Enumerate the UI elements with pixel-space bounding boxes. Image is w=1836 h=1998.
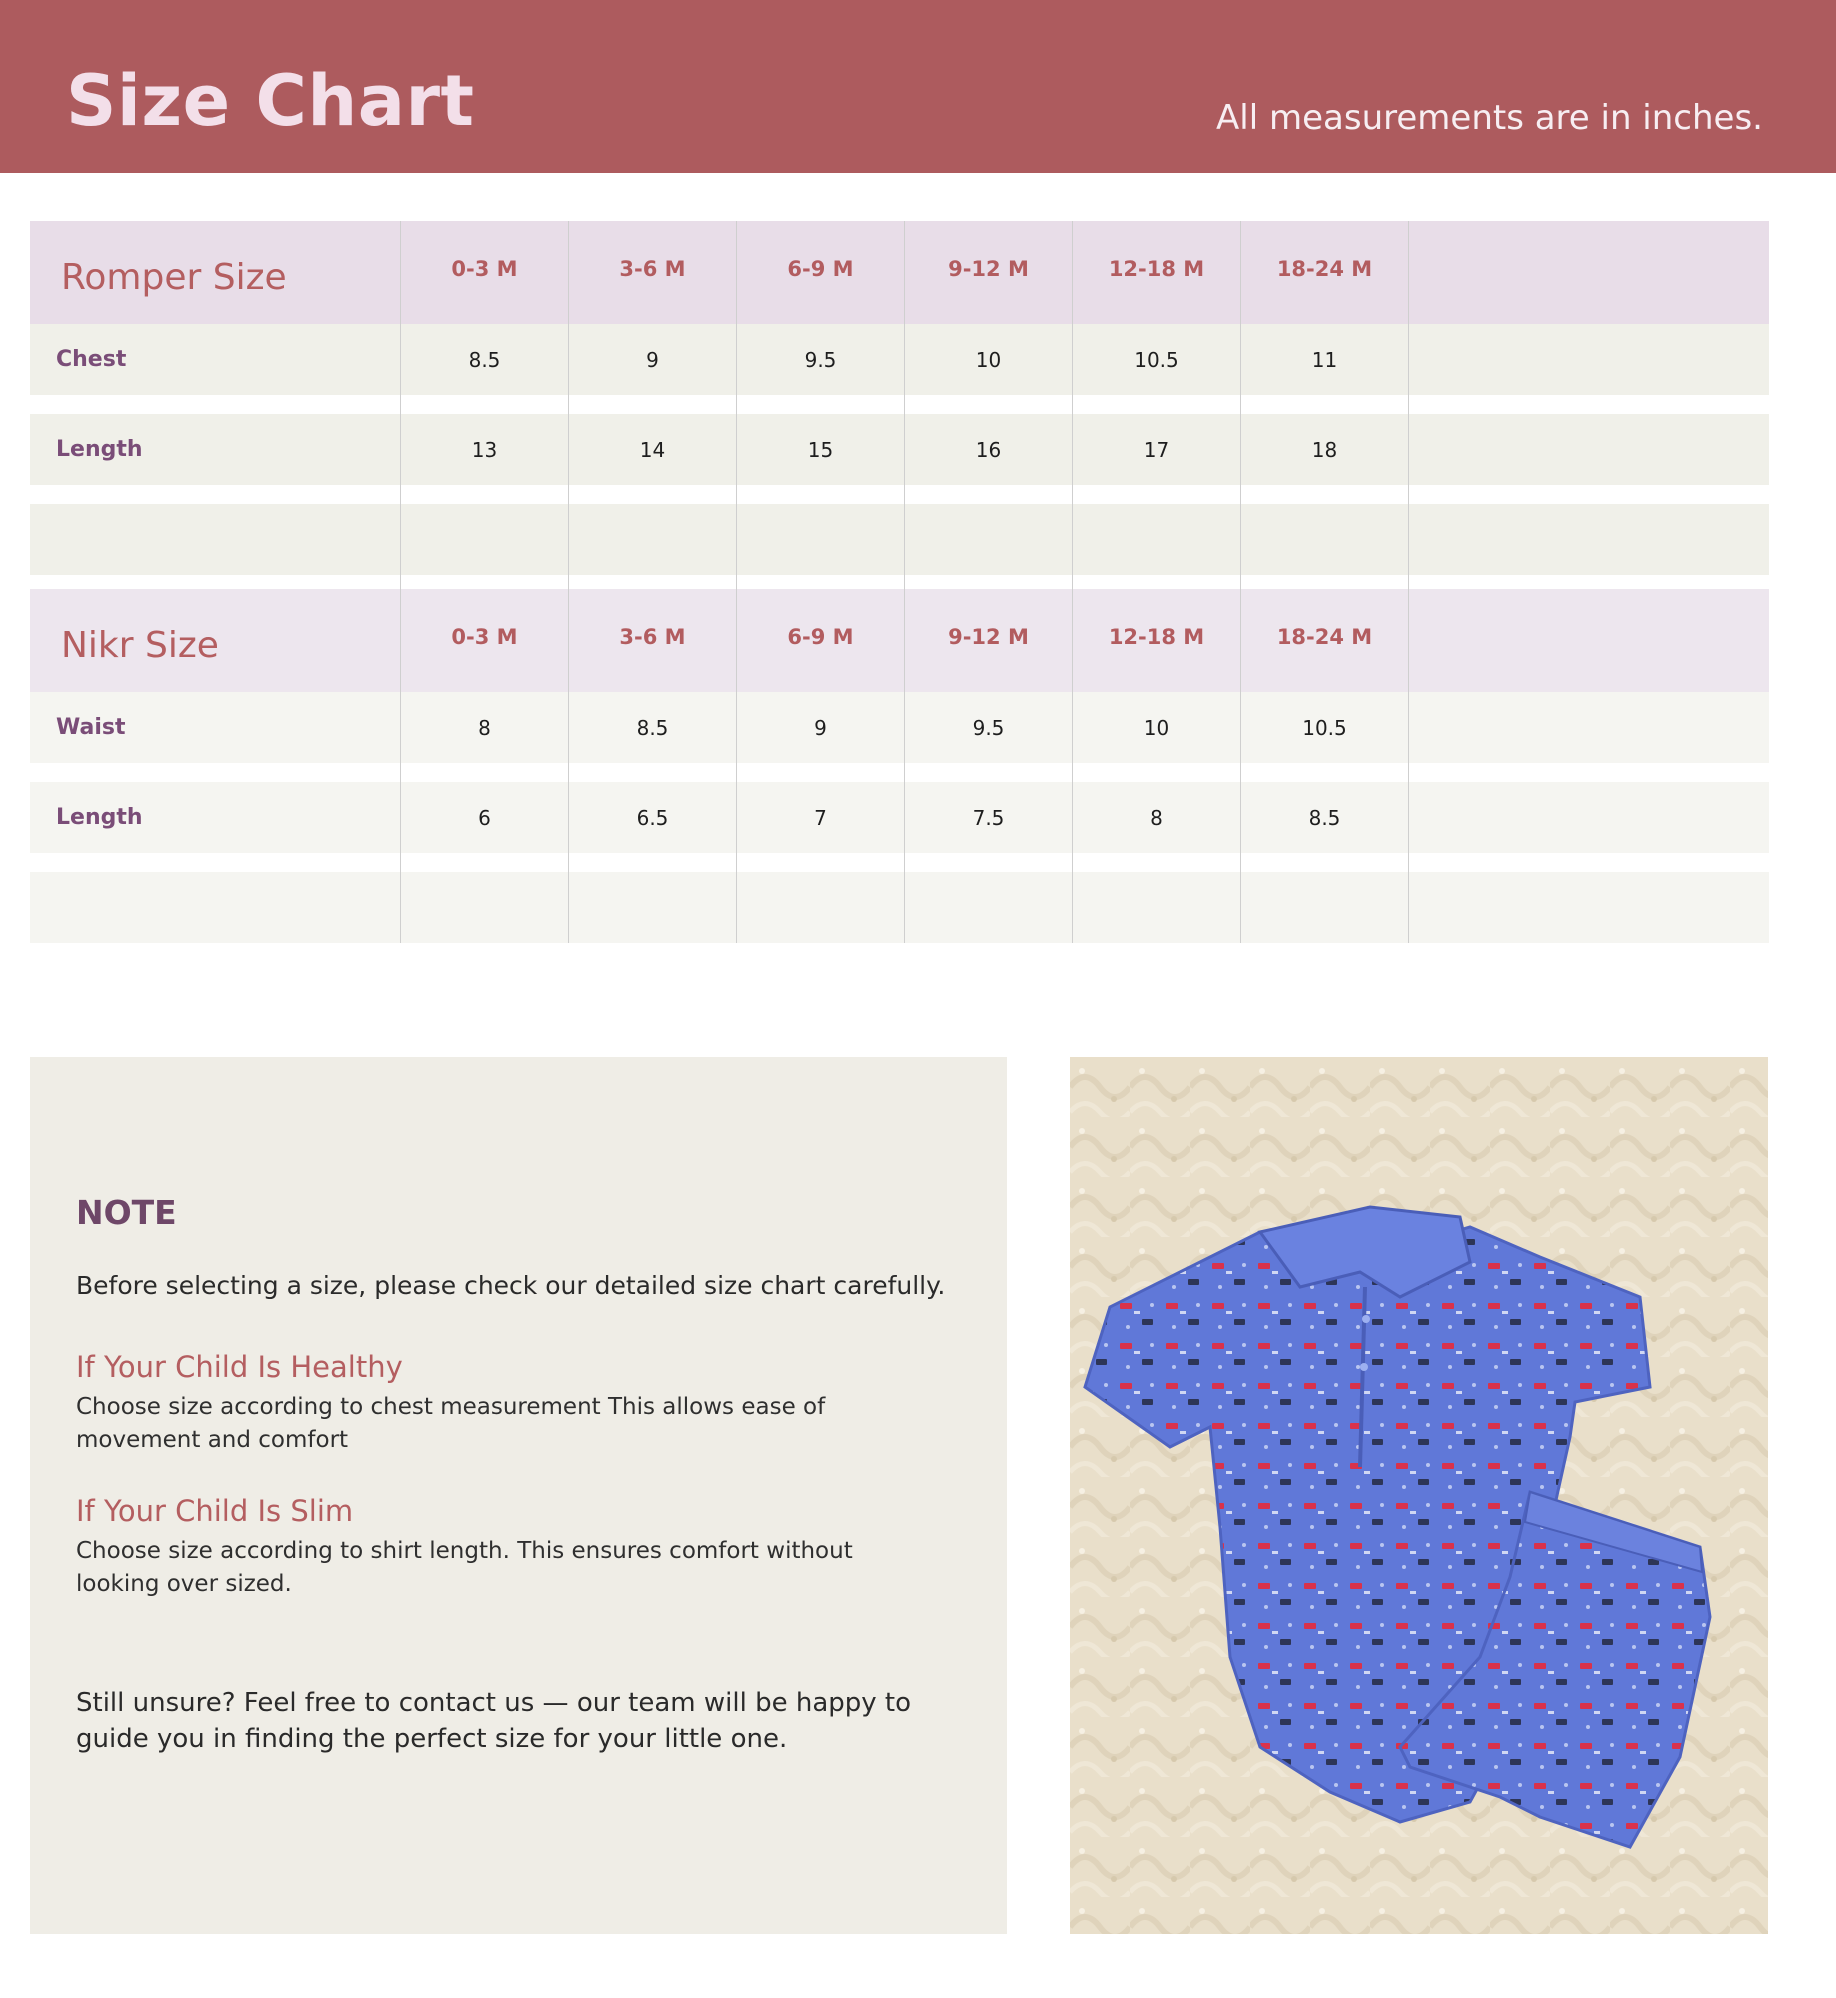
table-cell: 10 [1072, 692, 1240, 763]
table-cell: 7.5 [904, 782, 1072, 853]
table-row [30, 414, 1769, 485]
note-title: NOTE [76, 1193, 177, 1232]
page-title: Size Chart [66, 60, 475, 142]
healthy-text: Choose size according to chest measurement This allows ease of movement and comfort [76, 1394, 826, 1453]
nikr-header-row [30, 589, 1769, 692]
empty-cell [1408, 782, 1769, 853]
table-cell: 9.5 [736, 324, 904, 395]
table-cell: 9 [568, 324, 736, 395]
table-cell: 11 [1240, 324, 1408, 395]
table-row [30, 324, 1769, 395]
table-cell: 18 [1240, 414, 1408, 485]
row-gap [30, 763, 1769, 782]
row-gap [30, 485, 1769, 504]
row-label-waist: Waist [56, 715, 126, 740]
size-column-header: 9-12 M [904, 221, 1072, 324]
empty-table-row [30, 872, 1769, 943]
empty-cell [1408, 221, 1769, 324]
empty-table-row [30, 504, 1769, 575]
contact-note: Still unsure? Feel free to contact us — our team will be happy to guide you in finding the perfect size for your little one. [76, 1688, 912, 1754]
size-column-header: 3-6 M [568, 589, 736, 692]
healthy-heading: If Your Child Is Healthy [76, 1350, 403, 1384]
slim-text: Choose size according to shirt length. This ensures comfort without looking over sized. [76, 1538, 853, 1597]
table-cell: 9 [736, 692, 904, 763]
row-gap [30, 395, 1769, 414]
measurement-unit-note: All measurements are in inches. [1216, 98, 1763, 138]
size-column-header: 12-18 M [1072, 589, 1240, 692]
table-cell: 8 [1072, 782, 1240, 853]
table-cell: 13 [400, 414, 568, 485]
row-label-chest: Chest [56, 347, 127, 372]
size-column-header: 12-18 M [1072, 221, 1240, 324]
size-column-header: 18-24 M [1240, 221, 1408, 324]
product-photo [1070, 1057, 1768, 1934]
header-banner [0, 0, 1836, 173]
empty-cell [1408, 324, 1769, 395]
table-cell: 7 [736, 782, 904, 853]
table-cell: 10.5 [1072, 324, 1240, 395]
row-label-length: Length [56, 437, 143, 462]
table-cell: 8.5 [568, 692, 736, 763]
table-cell: 6 [400, 782, 568, 853]
table-cell: 10.5 [1240, 692, 1408, 763]
nikr-size-heading: Nikr Size [61, 625, 219, 666]
table-row [30, 782, 1769, 853]
table-cell: 16 [904, 414, 1072, 485]
empty-cell [1408, 692, 1769, 763]
row-gap [30, 575, 1769, 589]
table-cell: 9.5 [904, 692, 1072, 763]
row-gap [30, 853, 1769, 872]
row-label-length: Length [56, 805, 143, 830]
romper-size-heading: Romper Size [61, 257, 287, 298]
table-cell: 6.5 [568, 782, 736, 853]
size-column-header: 18-24 M [1240, 589, 1408, 692]
table-cell: 15 [736, 414, 904, 485]
slim-heading: If Your Child Is Slim [76, 1494, 354, 1528]
note-intro: Before selecting a size, please check our detailed size chart carefully. [76, 1271, 946, 1300]
size-column-header: 0-3 M [400, 589, 568, 692]
table-cell: 14 [568, 414, 736, 485]
empty-cell [1408, 414, 1769, 485]
size-column-header: 6-9 M [736, 221, 904, 324]
table-row [30, 692, 1769, 763]
table-cell: 17 [1072, 414, 1240, 485]
empty-cell [1408, 589, 1769, 692]
romper-header-row [30, 221, 1769, 324]
table-cell: 8.5 [1240, 782, 1408, 853]
table-cell: 8.5 [400, 324, 568, 395]
table-cell: 8 [400, 692, 568, 763]
size-column-header: 0-3 M [400, 221, 568, 324]
size-column-header: 6-9 M [736, 589, 904, 692]
size-column-header: 3-6 M [568, 221, 736, 324]
size-column-header: 9-12 M [904, 589, 1072, 692]
table-cell: 10 [904, 324, 1072, 395]
note-panel [30, 1057, 1007, 1934]
